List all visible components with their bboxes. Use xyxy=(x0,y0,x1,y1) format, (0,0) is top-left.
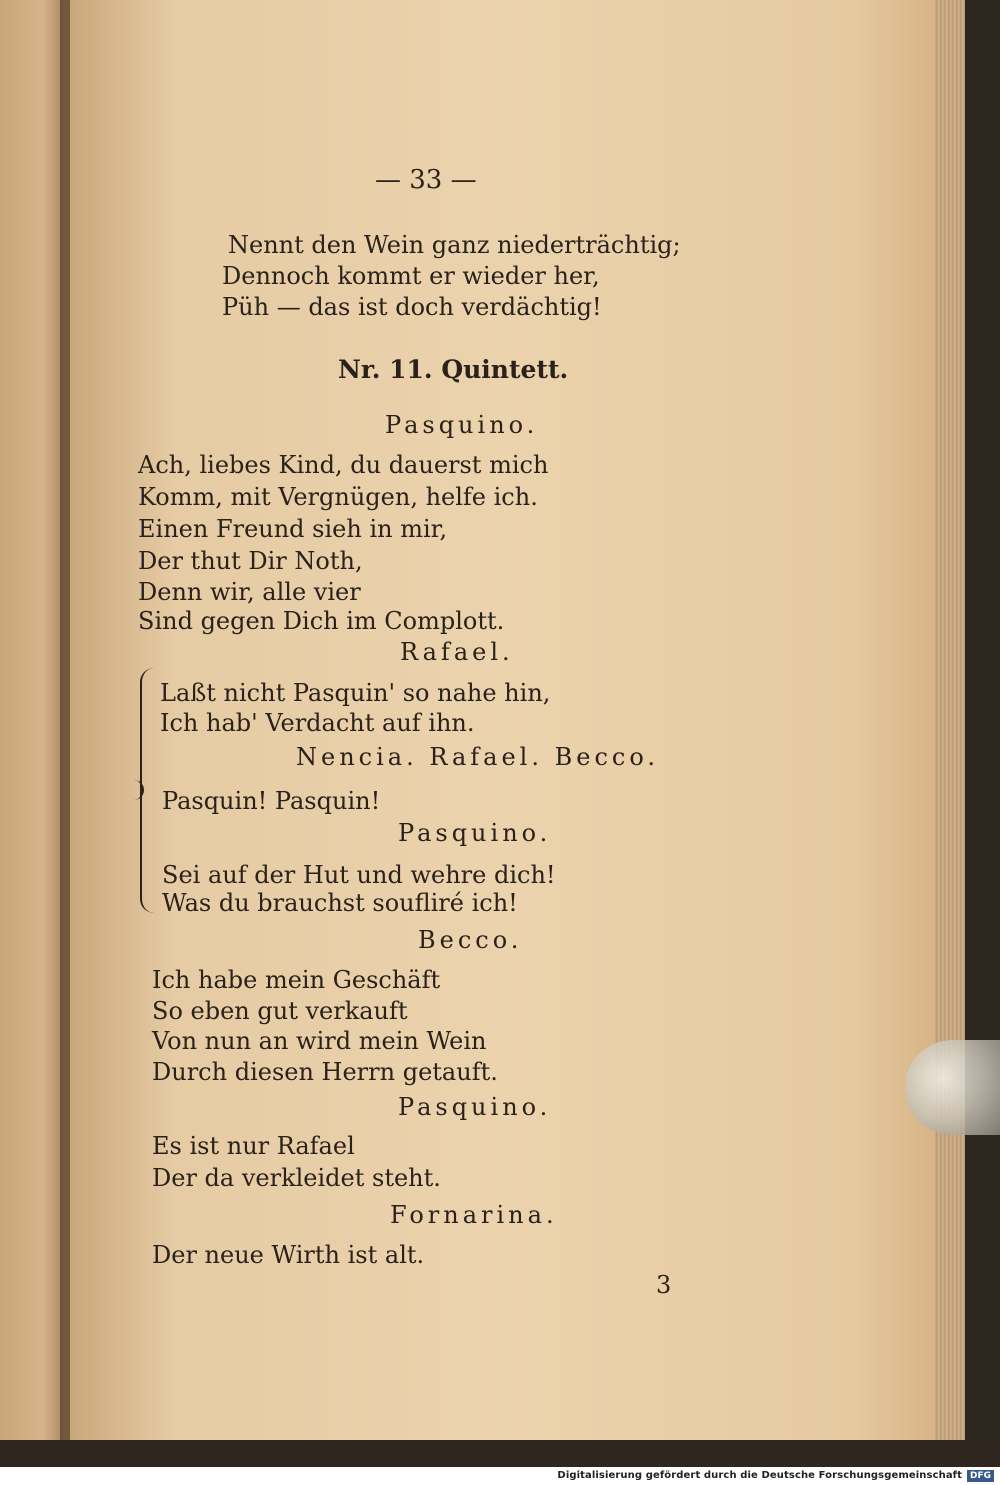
verse-line: Der neue Wirth ist alt. xyxy=(152,1241,425,1269)
verse-line: Ich hab' Verdacht auf ihn. xyxy=(160,709,475,737)
glass-page-holder xyxy=(905,1040,1000,1135)
verse-line: Pasquin! Pasquin! xyxy=(162,787,381,815)
speaker-name: Fornarina. xyxy=(390,1201,558,1229)
speaker-name: Rafael. xyxy=(400,638,514,666)
page-block-edge xyxy=(935,0,965,1445)
signature-mark: 3 xyxy=(656,1271,672,1299)
verse-line: Durch diesen Herrn getauft. xyxy=(152,1058,498,1086)
speaker-name: Pasquino. xyxy=(398,819,552,847)
verse-line: Laßt nicht Pasquin' so nahe hin, xyxy=(160,679,551,707)
verse-line: Einen Freund sieh in mir, xyxy=(138,515,448,543)
scan-bottom-border xyxy=(0,1440,1000,1467)
verse-line: Denn wir, alle vier xyxy=(138,578,361,606)
section-heading: Nr. 11. Quintett. xyxy=(338,355,569,384)
speaker-name: Nencia. Rafael. Becco. xyxy=(296,743,659,771)
verse-line: Komm, mit Vergnügen, helfe ich. xyxy=(138,483,538,511)
footer-credit: Digitalisierung gefördert durch die Deutsche Forschungsgemeinschaft xyxy=(557,1470,962,1481)
verse-line: Es ist nur Rafael xyxy=(152,1132,355,1160)
verse-line: Sind gegen Dich im Complott. xyxy=(138,607,505,635)
verse-line: So eben gut verkauft xyxy=(152,997,408,1025)
verse-line: Von nun an wird mein Wein xyxy=(152,1027,487,1055)
verse-line: Was du brauchst soufliré ich! xyxy=(162,889,518,917)
scan-right-border xyxy=(965,0,1000,1467)
verse-line: Püh — das ist doch verdächtig! xyxy=(222,293,602,321)
speaker-name: Becco. xyxy=(418,926,523,954)
verse-line: Sei auf der Hut und wehre dich! xyxy=(162,861,556,889)
verse-line: Der thut Dir Noth, xyxy=(138,547,363,575)
speaker-name: Pasquino. xyxy=(398,1093,552,1121)
dfg-logo: DFG xyxy=(967,1470,994,1482)
verse-line: Ach, liebes Kind, du dauerst mich xyxy=(138,451,549,479)
verse-line: Ich habe mein Geschäft xyxy=(152,966,441,994)
speaker-name: Pasquino. xyxy=(385,411,539,439)
page-number: — 33 — xyxy=(375,165,477,195)
verse-line: Nennt den Wein ganz niederträchtig; xyxy=(228,231,681,259)
digitization-footer xyxy=(0,1467,1000,1485)
verse-line: Der da verkleidet steht. xyxy=(152,1164,441,1192)
verse-line: Dennoch kommt er wieder her, xyxy=(222,262,600,290)
